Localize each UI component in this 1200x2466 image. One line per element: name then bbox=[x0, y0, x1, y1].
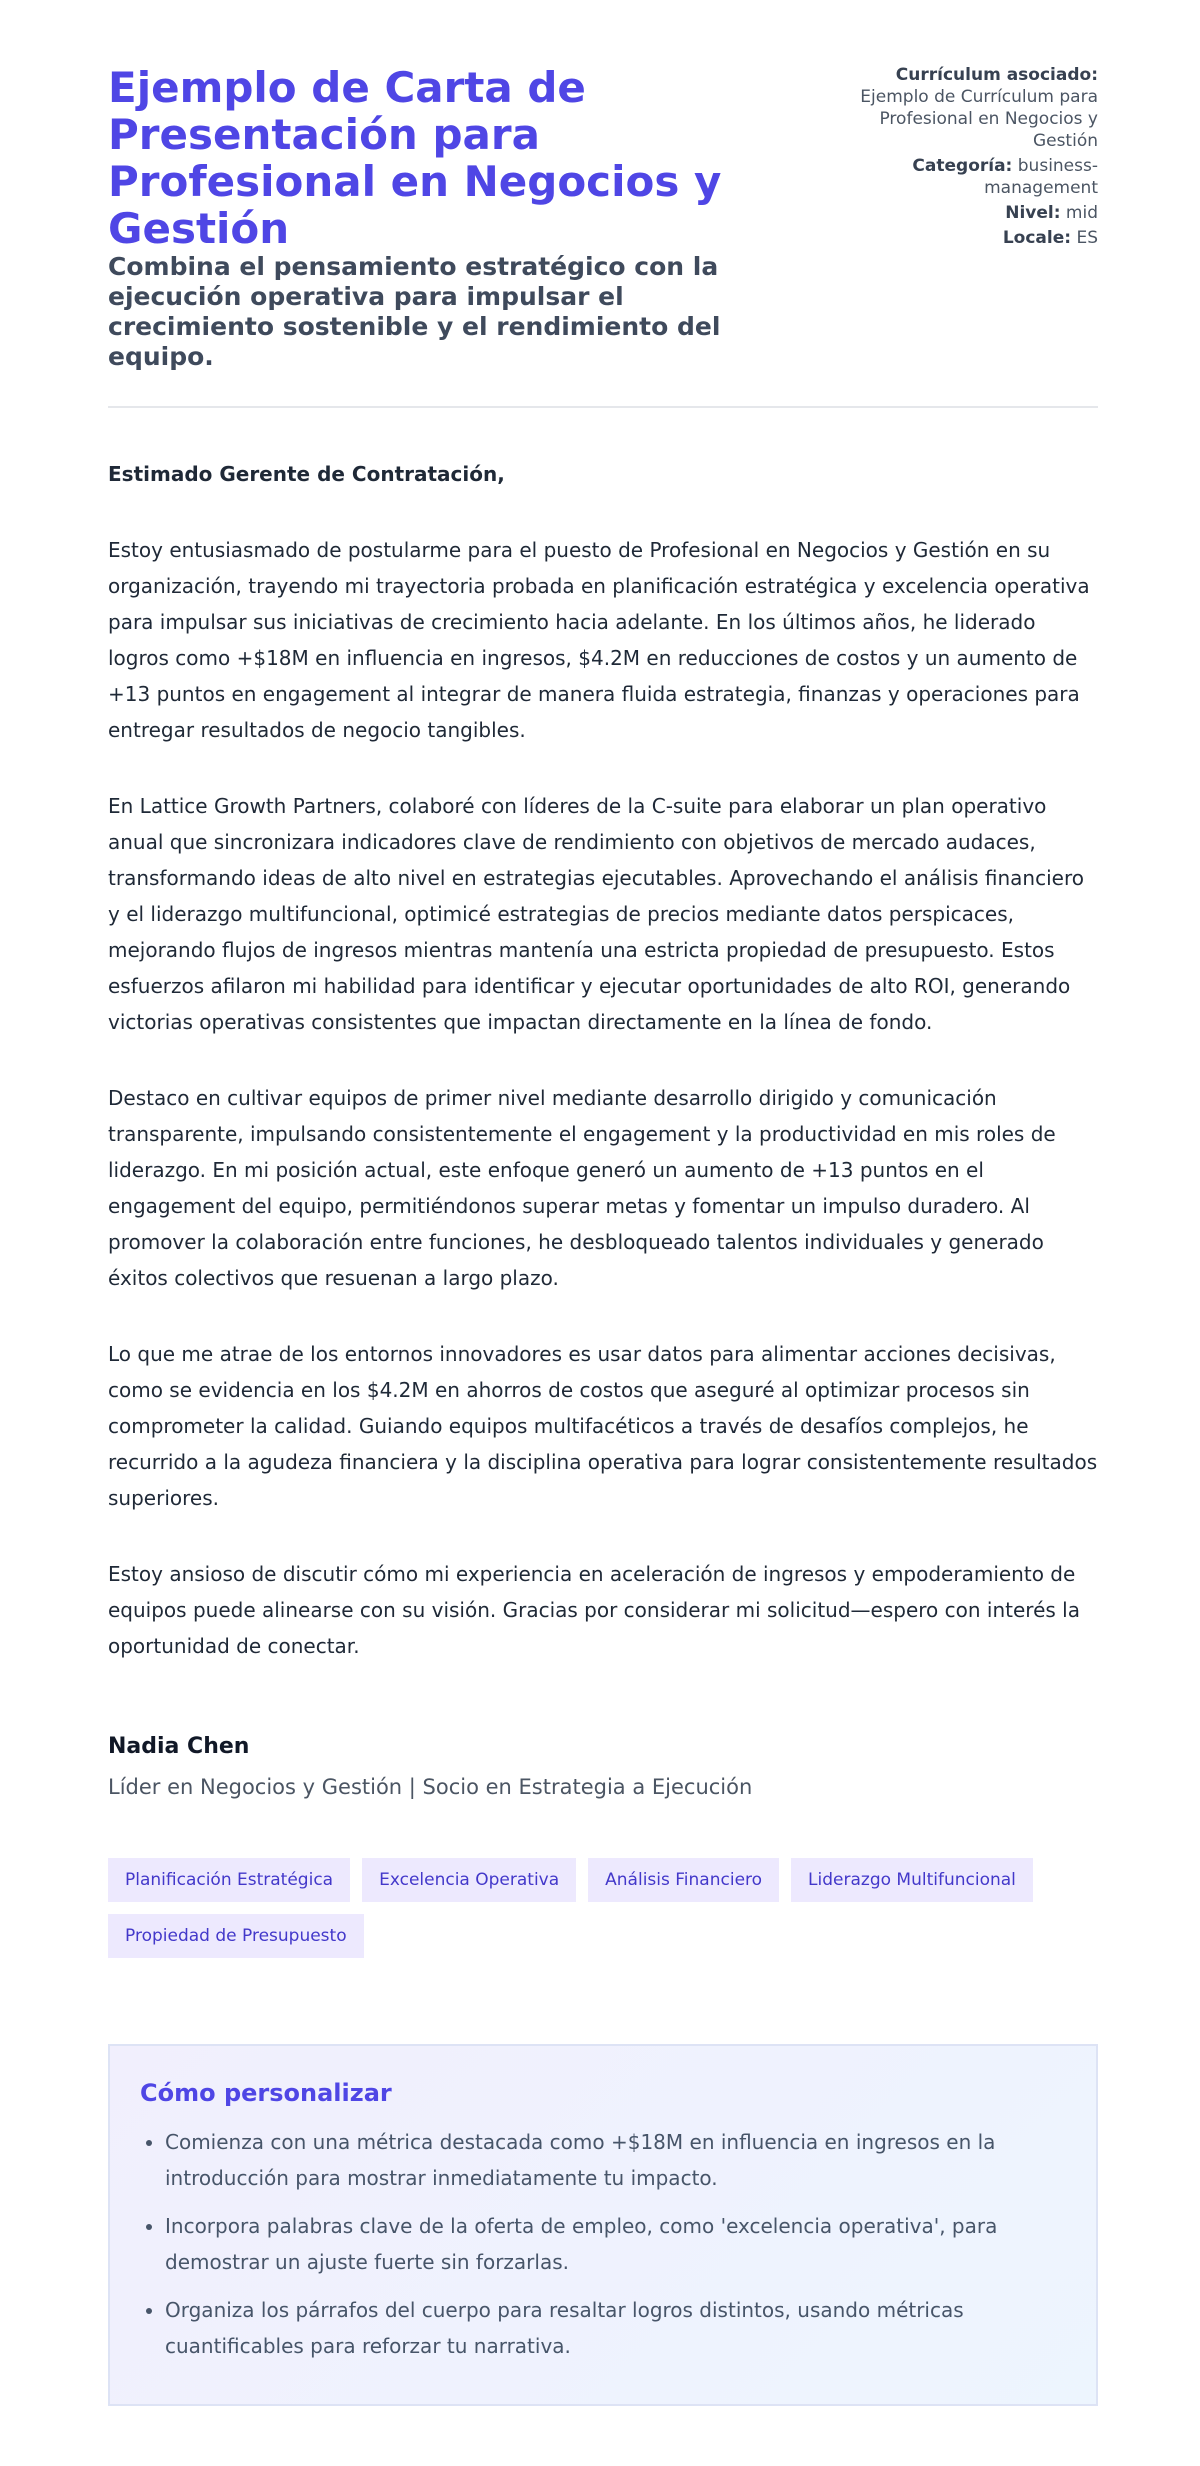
letter-paragraph: Lo que me atrae de los entornos innovadores es usar datos para alimentar acciones decisivas, como se evidencia en los $4.2M en ahorros de costos que aseguré al optimizar procesos sin comprometer la calidad. Guiando equipos multifacéticos a través de desafíos complejos, he recurrido a la agudeza financiera y la disciplina operativa para lograr consistentemente resultados superiores. bbox=[108, 1342, 1098, 1510]
meta-resume-label: Currículum asociado: bbox=[895, 65, 1098, 85]
salutation: Estimado Gerente de Contratación, bbox=[108, 462, 505, 486]
tip-item: • Comienza con una métrica destacada como +$18M en influencia en ingresos en la introducción para mostrar inmediatamente tu impacto. bbox=[165, 2124, 1066, 2196]
tips-title: Cómo personalizar bbox=[140, 2079, 392, 2107]
tip-item: • Organiza los párrafos del cuerpo para resaltar logros distintos, usando métricas cuantificables para reforzar tu narrativa. bbox=[165, 2292, 1066, 2364]
page-header bbox=[108, 64, 1098, 372]
skill-tag: Planificación Estratégica bbox=[108, 1858, 350, 1902]
meta-level-value: mid bbox=[1065, 203, 1098, 223]
skill-tag: Liderazgo Multifuncional bbox=[791, 1858, 1033, 1902]
meta-locale-label: Locale: bbox=[1002, 228, 1072, 248]
customization-tips bbox=[108, 2044, 1098, 2406]
meta-category bbox=[848, 155, 1098, 199]
meta-level bbox=[848, 202, 1098, 224]
meta-locale bbox=[848, 227, 1098, 249]
meta-panel bbox=[848, 64, 1098, 252]
title-block bbox=[108, 64, 808, 372]
meta-resume-value: Ejemplo de Currículum para Profesional en Negocios y Gestión bbox=[860, 87, 1098, 151]
tips-list bbox=[140, 2124, 1066, 2364]
skill-tag: Propiedad de Presupuesto bbox=[108, 1914, 364, 1958]
signature-name: Nadia Chen bbox=[108, 1734, 250, 1759]
letter-paragraph: Estoy ansioso de discutir cómo mi experiencia en aceleración de ingresos y empoderamiento de equipos puede alinearse con su visión. Gracias por considerar mi solicitud—espero con interés la oportunidad de conectar. bbox=[108, 1562, 1080, 1658]
page-title: Ejemplo de Carta de Presentación para Profesional en Negocios y Gestión bbox=[108, 63, 722, 253]
letter-paragraph: En Lattice Growth Partners, colaboré con líderes de la C-suite para elaborar un plan operativo anual que sincronizara indicadores clave de rendimiento con objetivos de mercado audaces, transformando ideas de alto nivel en estrategias ejecutables. Aprovechando el análisis financiero y el liderazgo multifuncional, optimicé estrategias de precios mediante datos perspicaces, mejorando flujos de ingresos mientras mantenía una estricta propiedad de presupuesto. Estos esfuerzos afilaron mi habilidad para identificar y ejecutar oportunidades de alto ROI, generando victorias operativas consistentes que impactan directamente en la línea de fondo. bbox=[108, 794, 1084, 1034]
page-subtitle: Combina el pensamiento estratégico con la ejecución operativa para impulsar el crecimiento sostenible y el rendimiento del equipo. bbox=[108, 252, 721, 371]
letter-paragraph: Destaco en cultivar equipos de primer nivel mediante desarrollo dirigido y comunicación transparente, impulsando consistentemente el engagement y la productividad en mis roles de liderazgo. En mi posición actual, este enfoque generó un aumento de +13 puntos en el engagement del equipo, permitiéndonos superar metas y fomentar un impulso duradero. Al promover la colaboración entre funciones, he desbloqueado talentos individuales y generado éxitos colectivos que resuenan a largo plazo. bbox=[108, 1086, 1056, 1290]
skill-tag: Excelencia Operativa bbox=[362, 1858, 576, 1902]
header-divider bbox=[108, 406, 1098, 408]
meta-locale-value: ES bbox=[1076, 228, 1098, 248]
meta-resume bbox=[848, 64, 1098, 152]
letter-body bbox=[108, 456, 1098, 1664]
skill-tag: Análisis Financiero bbox=[588, 1858, 779, 1902]
skill-tags bbox=[108, 1858, 1108, 1958]
tip-item: • Incorpora palabras clave de la oferta de empleo, como 'excelencia operativa', para demostrar un ajuste fuerte sin forzarlas. bbox=[165, 2208, 1066, 2280]
meta-category-value: business-management bbox=[984, 156, 1098, 198]
signature bbox=[108, 1732, 1098, 1802]
meta-category-label: Categoría: bbox=[912, 156, 1013, 176]
letter-paragraph: Estoy entusiasmado de postularme para el puesto de Profesional en Negocios y Gestión en su organización, trayendo mi trayectoria probada en planificación estratégica y excelencia operativa para impulsar sus iniciativas de crecimiento hacia adelante. En los últimos años, he liderado logros como +$18M en influencia en ingresos, $4.2M en reducciones de costos y un aumento de +13 puntos en engagement al integrar de manera fluida estrategia, finanzas y operaciones para entregar resultados de negocio tangibles. bbox=[108, 538, 1090, 742]
signature-title: Líder en Negocios y Gestión | Socio en Estrategia a Ejecución bbox=[108, 1775, 753, 1799]
meta-level-label: Nivel: bbox=[1005, 203, 1061, 223]
